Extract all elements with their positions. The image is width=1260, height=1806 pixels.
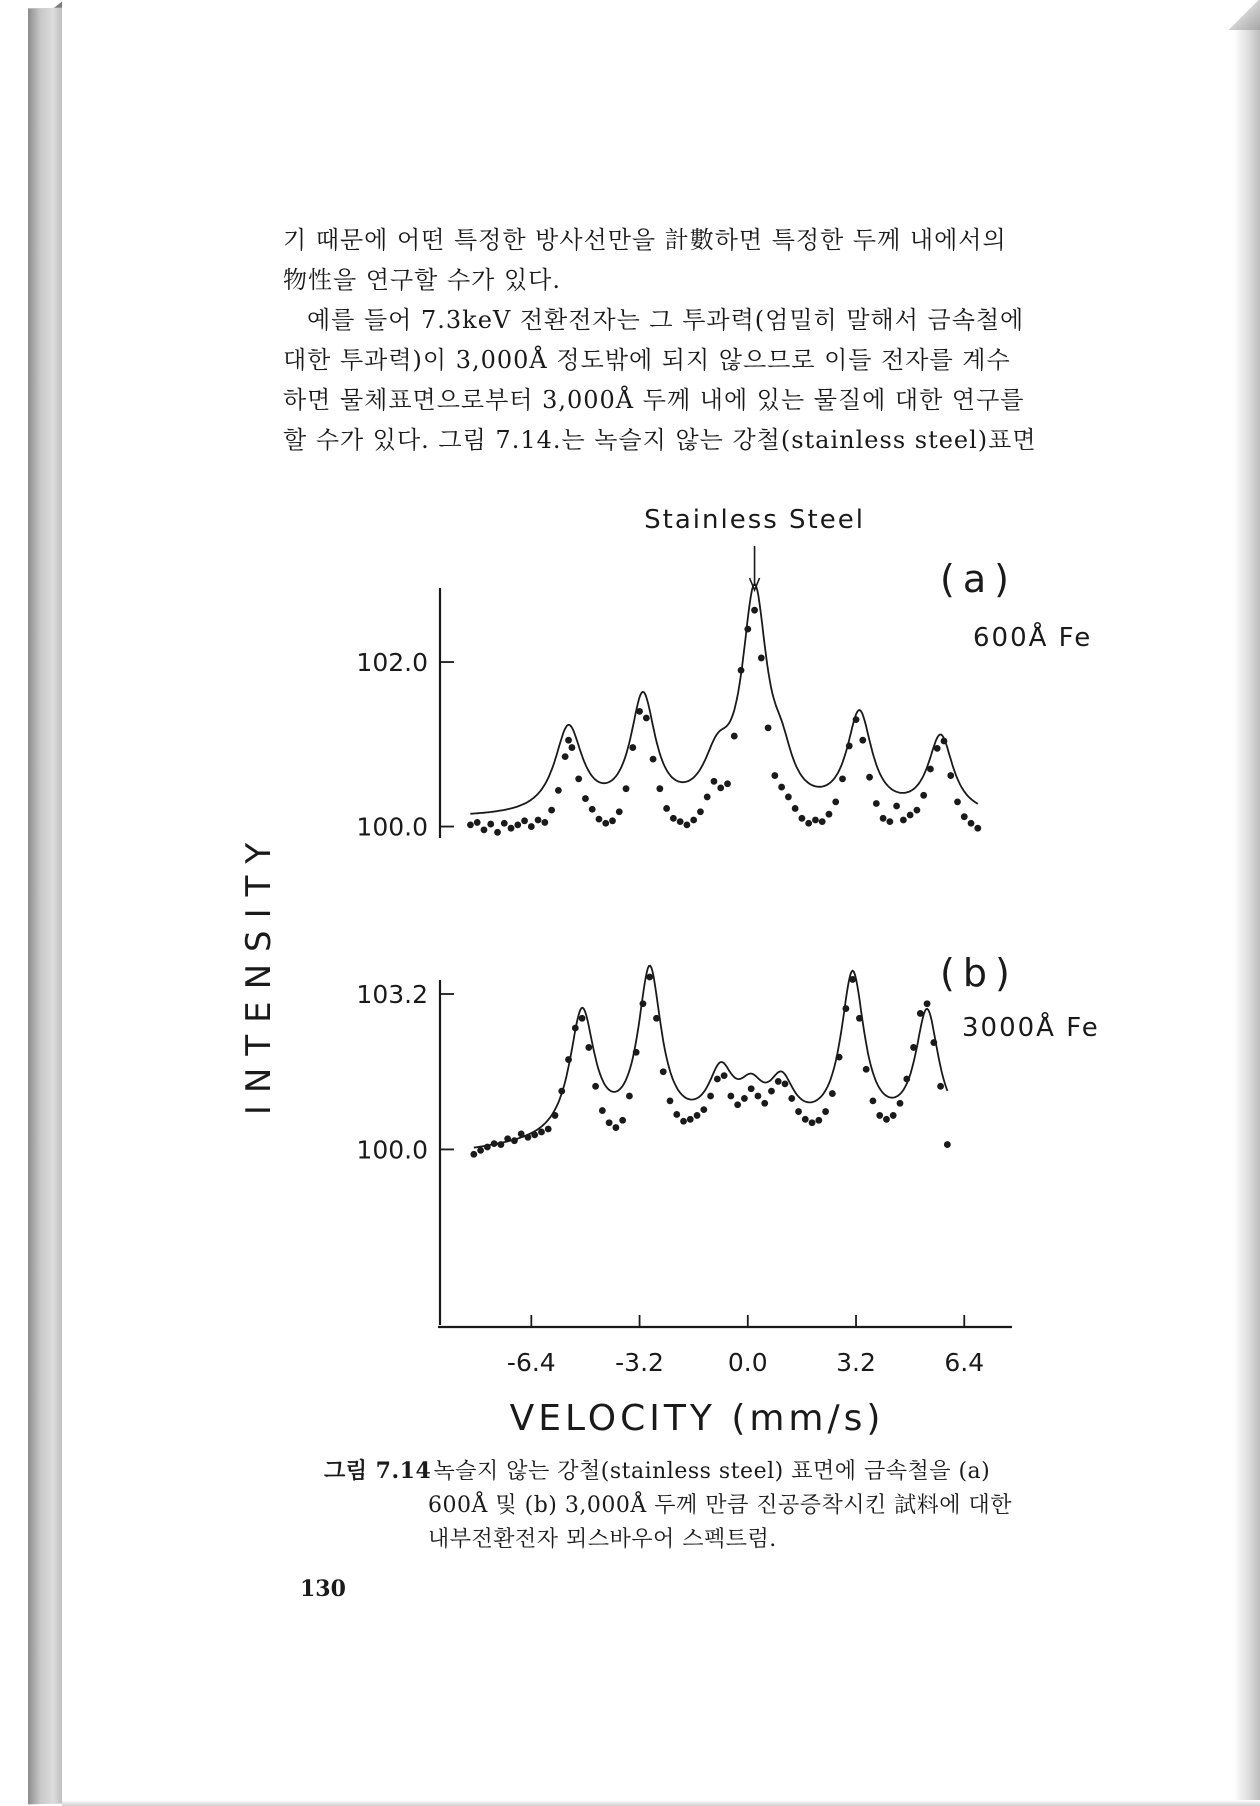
- data-point: [474, 819, 481, 826]
- page-right-shadow: [1234, 0, 1260, 1806]
- data-point: [815, 1117, 822, 1124]
- x-tick-label: 6.4: [944, 1348, 985, 1377]
- data-point: [531, 1131, 538, 1138]
- data-point: [795, 1108, 802, 1115]
- data-point: [876, 1112, 883, 1119]
- data-point: [660, 1068, 667, 1075]
- data-point: [511, 1137, 518, 1144]
- panel-label: (b): [940, 951, 1018, 995]
- data-point: [886, 818, 893, 825]
- mossbauer-figure: [239, 498, 1130, 1439]
- data-point: [778, 784, 785, 791]
- data-point: [677, 818, 684, 825]
- data-point: [687, 1116, 694, 1123]
- data-point: [775, 1078, 782, 1085]
- data-point: [758, 655, 765, 662]
- data-point: [768, 1088, 775, 1095]
- data-point: [927, 766, 934, 773]
- text-line: 기 때문에 어떤 특정한 방사선만을 計數하면 특정한 두께 내에서의: [283, 226, 1007, 254]
- page-corner: [1226, 0, 1260, 30]
- chart-axes: [438, 546, 1012, 1327]
- data-point: [619, 1117, 626, 1124]
- data-point: [555, 787, 562, 794]
- caption-line: 600Å 및 (b) 3,000Å 두께 만큼 진공증착시킨 試料에 대한: [428, 1493, 1012, 1518]
- data-point: [582, 795, 589, 802]
- y-tick-label: 103.2: [356, 980, 428, 1009]
- data-point: [569, 744, 576, 751]
- data-point: [792, 805, 799, 812]
- data-point: [575, 775, 582, 782]
- data-point: [721, 1072, 728, 1079]
- data-point: [765, 724, 772, 731]
- fit-curve: [470, 584, 977, 814]
- data-point: [866, 774, 873, 781]
- text-line: 대한 투과력)이 3,000Å 정도밖에 되지 않으므로 이들 전자를 계수: [283, 346, 1011, 374]
- data-point: [491, 1140, 498, 1147]
- data-point: [602, 820, 609, 827]
- data-point: [690, 817, 697, 824]
- data-point: [558, 1088, 565, 1095]
- data-point: [917, 1010, 924, 1017]
- data-point: [934, 745, 941, 752]
- data-point: [805, 820, 812, 827]
- data-point: [812, 817, 819, 824]
- x-tick-label: 0.0: [727, 1348, 768, 1377]
- data-point: [470, 1151, 477, 1158]
- data-point: [924, 1000, 931, 1007]
- data-point: [761, 1100, 768, 1107]
- data-point: [944, 1141, 951, 1148]
- x-tick-label: -3.2: [615, 1348, 664, 1377]
- data-point: [562, 753, 569, 760]
- data-point: [809, 1119, 816, 1126]
- data-point: [910, 1044, 917, 1051]
- data-point: [518, 1130, 525, 1137]
- data-point: [623, 785, 630, 792]
- panel-label: (a): [940, 557, 1017, 601]
- text-line: 할 수가 있다. 그림 7.14.는 녹슬지 않는 강철(stainless steel)표면: [283, 426, 1037, 454]
- data-point: [873, 800, 880, 807]
- data-point: [727, 1093, 734, 1100]
- data-point: [616, 808, 623, 815]
- data-point: [487, 821, 494, 828]
- data-point: [731, 733, 738, 740]
- data-point: [535, 817, 542, 824]
- chart-marks: [467, 584, 981, 1158]
- data-point: [646, 974, 653, 981]
- data-point: [822, 1108, 829, 1115]
- data-point: [907, 812, 914, 819]
- data-point: [497, 1141, 504, 1148]
- data-point: [829, 1090, 836, 1097]
- data-point: [629, 744, 636, 751]
- data-point: [599, 1107, 606, 1114]
- data-point: [653, 1015, 660, 1022]
- data-point: [592, 1083, 599, 1090]
- data-point: [785, 794, 792, 801]
- data-point: [930, 1039, 937, 1046]
- chart-labels: [239, 505, 1100, 1439]
- data-point: [734, 1101, 741, 1108]
- data-point: [856, 1015, 863, 1022]
- data-point: [711, 778, 718, 785]
- data-point: [504, 1135, 511, 1142]
- y-tick-label: 100.0: [356, 1135, 428, 1165]
- text-line: 예를 들어 7.3keV 전환전자는 그 투과력(엄밀히 말해서 금속철에: [307, 306, 1025, 334]
- data-point: [484, 1144, 491, 1151]
- x-axis-label: VELOCITY (mm/s): [509, 1398, 885, 1439]
- spectrum-chart: [239, 498, 1130, 1439]
- data-point: [842, 1005, 849, 1012]
- data-point: [836, 1054, 843, 1061]
- panel-sublabel: 3000Å Fe: [962, 1013, 1100, 1043]
- data-point: [541, 819, 548, 826]
- data-point: [528, 823, 535, 830]
- data-point: [954, 798, 961, 805]
- data-point: [968, 820, 975, 827]
- data-point: [552, 1112, 559, 1119]
- data-point: [748, 1085, 755, 1092]
- data-point: [859, 737, 866, 744]
- data-point: [650, 756, 657, 763]
- data-point: [937, 1083, 944, 1090]
- data-point: [548, 807, 555, 814]
- data-point: [704, 794, 711, 801]
- data-point: [755, 1093, 762, 1100]
- data-point: [481, 826, 488, 833]
- figure-caption: [324, 1454, 1094, 1557]
- data-point: [643, 715, 650, 722]
- data-point: [802, 1116, 809, 1123]
- data-point: [626, 1093, 633, 1100]
- chart-title: Stainless Steel: [644, 505, 865, 535]
- data-point: [782, 1080, 789, 1087]
- data-point: [788, 1095, 795, 1102]
- data-point: [525, 1134, 532, 1141]
- data-point: [707, 1093, 714, 1100]
- data-point: [863, 1066, 870, 1073]
- paragraph-1: [283, 220, 1116, 300]
- page-bottom-shadow: [62, 1800, 1260, 1806]
- data-point: [501, 820, 508, 827]
- data-point: [826, 811, 833, 818]
- data-point: [751, 607, 758, 614]
- data-point: [697, 808, 704, 815]
- caption-label: 그림 7.14: [324, 1458, 432, 1484]
- data-point: [961, 813, 968, 820]
- data-point: [920, 792, 927, 799]
- data-point: [890, 1112, 897, 1119]
- data-point: [640, 1000, 647, 1007]
- text-line: 하면 물체표면으로부터 3,000Å 두께 내에 있는 물질에 대한 연구를: [283, 386, 1025, 414]
- data-point: [663, 805, 670, 812]
- data-point: [538, 1129, 545, 1136]
- x-tick-label: 3.2: [836, 1348, 876, 1377]
- book-spine: [28, 8, 64, 1805]
- data-point: [870, 1097, 877, 1104]
- data-point: [585, 1044, 592, 1051]
- data-point: [741, 1095, 748, 1102]
- text-line: 物性을 연구할 수가 있다.: [283, 266, 561, 294]
- data-point: [947, 772, 954, 779]
- data-point: [667, 1097, 674, 1104]
- data-point: [467, 822, 474, 829]
- data-point: [714, 1076, 721, 1083]
- data-point: [880, 815, 887, 822]
- data-point: [565, 737, 572, 744]
- data-point: [974, 825, 981, 832]
- data-point: [508, 825, 515, 832]
- data-point: [694, 1112, 701, 1119]
- data-point: [771, 772, 778, 779]
- data-point: [656, 785, 663, 792]
- data-point: [897, 1100, 904, 1107]
- data-point: [738, 667, 745, 674]
- data-point: [545, 1126, 552, 1133]
- data-point: [670, 815, 677, 822]
- data-point: [914, 807, 921, 814]
- data-point: [853, 716, 860, 723]
- data-point: [839, 775, 846, 782]
- data-point: [572, 1025, 579, 1032]
- data-point: [724, 780, 731, 787]
- data-point: [680, 1118, 687, 1125]
- y-tick-label: 100.0: [356, 812, 428, 842]
- caption-line: 내부전환전자 뫼스바우어 스펙트럼.: [428, 1527, 777, 1552]
- data-point: [717, 784, 724, 791]
- data-point: [589, 806, 596, 813]
- panel-sublabel: 600Å Fe: [973, 623, 1093, 653]
- data-point: [609, 817, 616, 824]
- data-point: [514, 822, 521, 829]
- data-point: [846, 743, 853, 750]
- data-point: [477, 1147, 484, 1154]
- data-point: [494, 829, 501, 836]
- data-point: [941, 738, 948, 745]
- data-point: [900, 817, 907, 824]
- caption-line: 녹슬지 않는 강철(stainless steel) 표면에 금속철을 (a): [433, 1459, 991, 1484]
- y-tick-label: 102.0: [356, 648, 428, 678]
- data-point: [849, 976, 856, 983]
- paragraph-2: [283, 300, 1116, 460]
- data-point: [565, 1056, 572, 1063]
- data-point: [832, 798, 839, 805]
- data-point: [903, 1076, 910, 1083]
- data-point: [684, 822, 691, 829]
- data-point: [521, 817, 528, 824]
- y-axis-label: INTENSITY: [239, 830, 279, 1116]
- data-point: [819, 818, 826, 825]
- data-point: [633, 1049, 640, 1056]
- data-point: [579, 1015, 586, 1022]
- data-point: [636, 708, 643, 715]
- data-point: [744, 626, 751, 633]
- page-number: 130: [300, 1576, 346, 1602]
- data-point: [673, 1111, 680, 1118]
- x-tick-label: -6.4: [506, 1348, 556, 1377]
- data-point: [883, 1116, 890, 1123]
- data-point: [612, 1124, 619, 1131]
- data-point: [893, 803, 900, 810]
- fit-curve: [474, 966, 948, 1148]
- data-point: [799, 815, 806, 822]
- body-text: [283, 220, 1116, 460]
- data-point: [606, 1119, 613, 1126]
- data-point: [700, 1106, 707, 1113]
- data-point: [596, 816, 603, 823]
